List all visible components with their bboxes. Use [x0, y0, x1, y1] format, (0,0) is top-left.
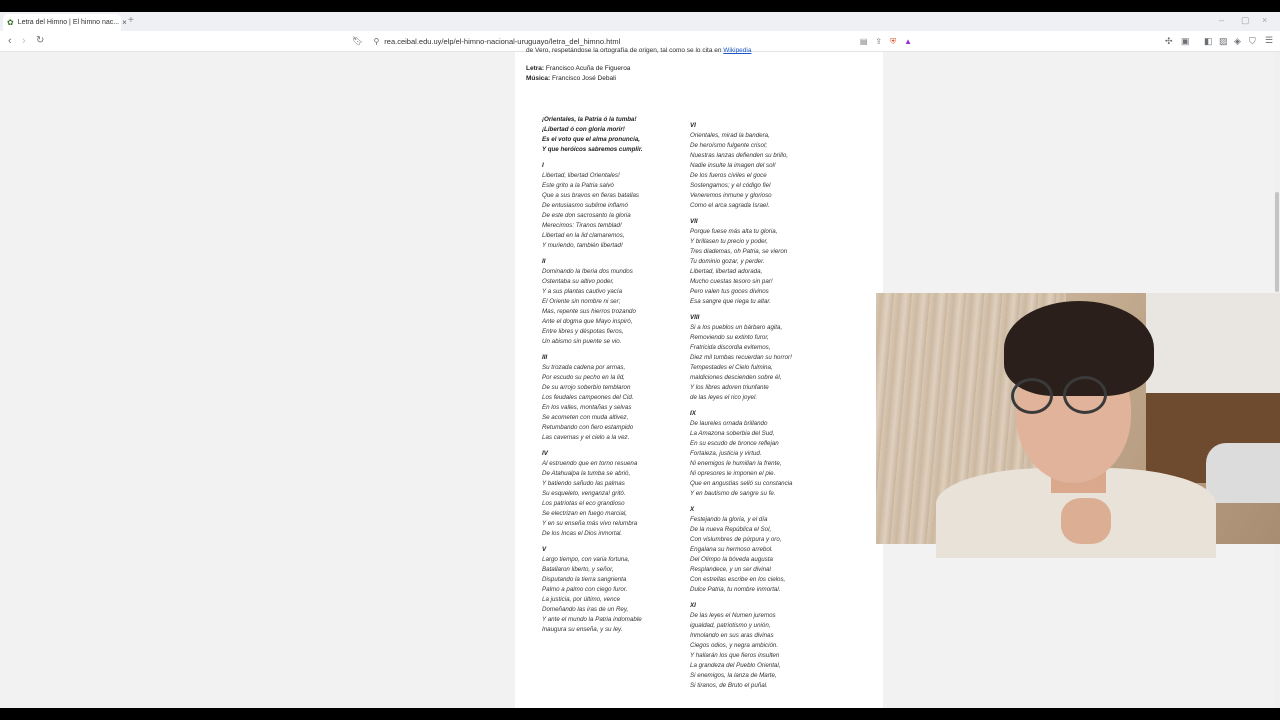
- stanza-line: Fortaleza, justicia y virtud.: [690, 450, 762, 457]
- page-margin-left: [390, 52, 515, 708]
- stanza-line: De la nueva República el Sol,: [690, 526, 772, 533]
- stanza-line: Engalana su hermoso arrebol.: [690, 546, 773, 553]
- stanza-line: Ciegos odios, y negra ambición.: [690, 642, 779, 649]
- stanza-line: Tres diademas, oh Patria, se vieron: [690, 248, 788, 255]
- stanza-line: Que en angustias selló su constancia: [690, 480, 793, 487]
- stanza-number: I: [542, 162, 544, 169]
- stanza-line: Largo tiempo, con varia fortuna,: [542, 556, 630, 563]
- stanza-line: Si tiranos, de Bruto el puñal.: [690, 682, 768, 689]
- stanza-line: La grandeza del Pueblo Oriental,: [690, 662, 781, 669]
- stanza-line: De los Incas el Dios inmortal.: [542, 530, 623, 537]
- stanza-line: Si a los pueblos un bárbaro agita,: [690, 324, 783, 331]
- stanza-line: Y en su enseña más vivo relumbra: [542, 520, 638, 527]
- new-tab-button[interactable]: +: [128, 15, 134, 26]
- maximize-button[interactable]: ▢: [1241, 15, 1250, 25]
- stanza-line: Del Olimpo la bóveda augusta: [690, 556, 773, 563]
- stanza-line: Su esqueleto, venganza! gritó.: [542, 490, 626, 497]
- stanza-line: Y a sus plantas cautivo yacía: [542, 288, 623, 295]
- stanza: [542, 545, 643, 635]
- stanza-line: Se acometen con muda altivez,: [542, 414, 629, 421]
- musica-credit: [526, 75, 616, 82]
- stanza-number: XI: [690, 602, 696, 609]
- extensions-icon[interactable]: ✣: [1165, 36, 1173, 46]
- stanza-number: VII: [690, 218, 698, 225]
- stanza-line: Y muriendo, también libertad!: [542, 242, 623, 249]
- stanza: [690, 409, 793, 499]
- stanza-line: Tempestades el Cielo fulmina,: [690, 364, 773, 371]
- wallet-icon[interactable]: ▣: [1181, 36, 1190, 46]
- stanza-line: Con estrellas escribe en los cielos,: [690, 576, 786, 583]
- share-icon[interactable]: ⇪: [875, 37, 883, 46]
- lyrics-right-column: [690, 115, 793, 691]
- intro-sentence: de Vero, respetándose la ortografía de origen, tal como se lo cita en: [526, 47, 724, 54]
- menu-icon[interactable]: ☰: [1265, 35, 1274, 45]
- favicon-icon: ✿: [7, 17, 14, 27]
- stanza: [690, 217, 793, 307]
- stanza-line: Disputando la tierra sangrienta: [542, 576, 627, 583]
- stanza-line: Nuestras lanzas defienden su brillo,: [690, 152, 789, 159]
- stanza-line: Festejando la gloria, y el día: [690, 516, 768, 523]
- stanza-line: Los patriotas el eco grandioso: [542, 500, 625, 507]
- vpn-icon[interactable]: ◈: [1234, 36, 1241, 46]
- stanza-line: Y en bautismo de sangre su fe.: [690, 490, 776, 497]
- stanza-line: Inaugura su enseña, y su ley.: [542, 626, 623, 633]
- stanza: [542, 161, 643, 251]
- stanza-line: Y los libres adoren triunfante: [690, 384, 769, 391]
- stanza-number: III: [542, 354, 548, 361]
- stanza-line: igualdad, patriotismo y unión,: [690, 622, 771, 629]
- stanza-line: De este don sacrosanto la gloria: [542, 212, 631, 219]
- stanza-line: Que a sus bravos en fieras batallas: [542, 192, 639, 199]
- stanza-line: maldiciones descienden sobre él,: [690, 374, 782, 381]
- stanza-line: Dulce Patria, tu nombre inmortal.: [690, 586, 781, 593]
- stanza-line: Se electrizan en fuego marcial,: [542, 510, 627, 517]
- stanza-number: VI: [690, 122, 696, 129]
- stanza-line: De entusiasmo sublime inflamó: [542, 202, 628, 209]
- stanza-number: II: [542, 258, 546, 265]
- stanza-line: Removiendo su extinto furor,: [690, 334, 769, 341]
- stanza-line: De heroísmo fulgente crisol;: [690, 142, 768, 149]
- webcam-overlay: [876, 293, 1280, 544]
- musica-label: Música:: [526, 75, 551, 82]
- stanza-line: Domeñando las iras de un Rey,: [542, 606, 629, 613]
- stanza-line: Fratricida discordia evitemos,: [690, 344, 771, 351]
- stanza-line: Libertad, libertad Orientales!: [542, 172, 620, 179]
- stanza-line: Si enemigos, la lanza de Marte,: [690, 672, 777, 679]
- tab-strip: [0, 12, 1280, 31]
- chorus-block: [542, 115, 643, 155]
- stanza-line: Nadie insulte la imagen del sol!: [690, 162, 776, 169]
- stanza-line: Mucho cuestas tesoro sin par!: [690, 278, 773, 285]
- brave-rewards-icon[interactable]: ▲: [904, 37, 912, 46]
- webcam-blanket: [1206, 443, 1280, 503]
- scrollbar-thumb[interactable]: [1275, 192, 1279, 292]
- chorus-line: ¡Orientales, la Patria ó la tumba!: [542, 116, 637, 123]
- stanza-line: de las leyes el rico joyel.: [690, 394, 758, 401]
- stanza-line: De laureles ornada brillando: [690, 420, 768, 427]
- stanza-line: Ante el dogma que Mayo inspiró,: [542, 318, 633, 325]
- stanza-line: Esa sangre que riega tu altar.: [690, 298, 771, 305]
- minimize-button[interactable]: –: [1219, 15, 1225, 25]
- webcam-glasses-right: [1063, 376, 1107, 414]
- stanza-line: Este grito a la Patria salvó: [542, 182, 614, 189]
- stanza: [542, 449, 643, 539]
- stanza-line: Porque fuese más alta tu gloria,: [690, 228, 778, 235]
- stanza-line: Ostentaba su altivo poder,: [542, 278, 614, 285]
- bookmark-icon[interactable]: 🔖︎: [352, 36, 364, 46]
- top-bezel: [0, 0, 1280, 12]
- chorus-line: Es el voto que el alma pronuncia,: [542, 136, 640, 143]
- stanza: [542, 353, 643, 443]
- stanza-line: Y batiendo sañudo las palmas: [542, 480, 625, 487]
- stanza-line: Al estruendo que en torno resuena: [542, 460, 638, 467]
- stanza-line: Palmo a palmo con ciego furor.: [542, 586, 628, 593]
- stanza-line: Orientales, mirad la bandera,: [690, 132, 770, 139]
- stanza-number: X: [690, 506, 695, 513]
- stanza-line: Las cavernas y el cielo a la vez.: [542, 434, 630, 441]
- stanza-line: Libertad, libertad adorada,: [690, 268, 763, 275]
- webcam-person-hand: [1061, 498, 1111, 544]
- stanza-line: Inmolando en sus aras divinas: [690, 632, 774, 639]
- webcam-window: [1146, 293, 1280, 403]
- stanza-line: De Atahualpa la tumba se abrió,: [542, 470, 631, 477]
- tab-close-icon[interactable]: ×: [122, 18, 127, 27]
- stanza-line: De los fueros civiles el goce: [690, 172, 767, 179]
- stanza-line: La justicia, por último, vence: [542, 596, 621, 603]
- back-icon[interactable]: ‹: [8, 35, 12, 47]
- webcam-glasses-left: [1011, 378, 1053, 414]
- url-text[interactable]: rea.ceibal.edu.uy/elp/el-himno-nacional-uruguayo/letra_del_himno.html: [384, 37, 621, 46]
- stanza-line: Mas, repente sus hierros trozando: [542, 308, 636, 315]
- stanza-line: Diez mil tumbas recuerdan su horror!: [690, 354, 792, 361]
- musica-author: Francisco José Debali: [552, 75, 616, 82]
- stanza-line: De su arrojo soberbio temblaron: [542, 384, 631, 391]
- stanza-line: Merecimos: Tiranos temblad!: [542, 222, 622, 229]
- leo-icon[interactable]: ⛉: [1249, 36, 1256, 46]
- stanza-line: Sostengamos; y el código fiel: [690, 182, 771, 189]
- stanza-line: Los feudales campeones del Cid.: [542, 394, 634, 401]
- bottom-bezel: [0, 708, 1280, 720]
- stanza: [690, 505, 793, 595]
- site-info-icon[interactable]: ⚲: [373, 37, 380, 46]
- letra-author: Francisco Acuña de Figueroa: [545, 65, 631, 72]
- close-window-button[interactable]: ×: [1262, 15, 1268, 25]
- stanza-line: El Oriente sin nombre ni ser;: [542, 298, 621, 305]
- stanza-line: Su trozada cadena por armas,: [542, 364, 626, 371]
- reader-mode-icon[interactable]: ▤: [859, 37, 868, 46]
- lyrics-left-column: [542, 115, 643, 635]
- stanza-number: V: [542, 546, 547, 553]
- chorus-line: Y que heróicos sabremos cumplir.: [542, 146, 643, 153]
- tabs-icon[interactable]: ▨: [1219, 36, 1228, 46]
- stanza: [690, 601, 793, 691]
- stanza-line: Un abismo sin puente se vio.: [542, 338, 622, 345]
- stanza-line: Veneremos inmune y glorioso: [690, 192, 772, 199]
- forward-icon[interactable]: ›: [22, 35, 26, 47]
- stanza-line: Como el arca sagrada Israel.: [690, 202, 770, 209]
- stanza-line: Libertad en la lid clamaremos,: [542, 232, 625, 239]
- tab-letra-del-himno[interactable]: [3, 14, 127, 31]
- stanza-number: VIII: [690, 314, 700, 321]
- brave-shields-icon[interactable]: ⛨: [890, 36, 897, 46]
- stanza: [690, 121, 793, 211]
- wikipedia-link[interactable]: Wikipedia: [723, 47, 752, 54]
- tab-title: Letra del Himno | El himno nac...: [17, 19, 120, 26]
- stanza-line: Ni opresores le imponen el pie.: [690, 470, 776, 477]
- stanza-line: Ni enemigos le humillan la frente,: [690, 460, 782, 467]
- stanza-line: Y brillasen tu precio y poder,: [690, 238, 768, 245]
- stanza-line: En los valles, montañas y selvas: [542, 404, 632, 411]
- stanza-line: Entre libres y déspotas fieros,: [542, 328, 624, 335]
- stanza-line: La Amazona soberbia del Sud,: [690, 430, 775, 437]
- intro-text: [526, 47, 751, 54]
- stanza-line: En su escudo de bronce reflejan: [690, 440, 779, 447]
- stanza-line: Resplandece, y un ser divinal: [690, 566, 771, 573]
- stanza-line: Por escudo su pecho en la lid,: [542, 374, 625, 381]
- stanza-line: De las leyes el Numen juremos: [690, 612, 776, 619]
- article-content: [515, 47, 883, 708]
- stanza-line: Retumbando con fiero estampido: [542, 424, 634, 431]
- stanza-line: Batallaron liberto, y señor,: [542, 566, 614, 573]
- stanza-number: IX: [690, 410, 696, 417]
- sidebar-icon[interactable]: ◧: [1204, 36, 1213, 46]
- stanza-line: Tu dominio gozar, y perder.: [690, 258, 765, 265]
- reload-icon[interactable]: ↻: [36, 35, 45, 46]
- stanza-line: Y hallarán los que fieros insulten: [690, 652, 780, 659]
- stanza-line: Dominando la Iberia dos mundos: [542, 268, 633, 275]
- letra-credit: [526, 65, 630, 72]
- stanza-line: Pero valen tus goces divinos: [690, 288, 769, 295]
- letra-label: Letra:: [526, 65, 545, 72]
- chorus-line: ¡Libertad ó con gloria morir!: [542, 126, 625, 133]
- stanza-line: Con vislumbres de púrpura y oro,: [690, 536, 782, 543]
- stanza-line: Y ante el mundo la Patria indomable: [542, 616, 642, 623]
- stanza: [690, 313, 793, 403]
- stanza: [542, 257, 643, 347]
- stanza-number: IV: [542, 450, 548, 457]
